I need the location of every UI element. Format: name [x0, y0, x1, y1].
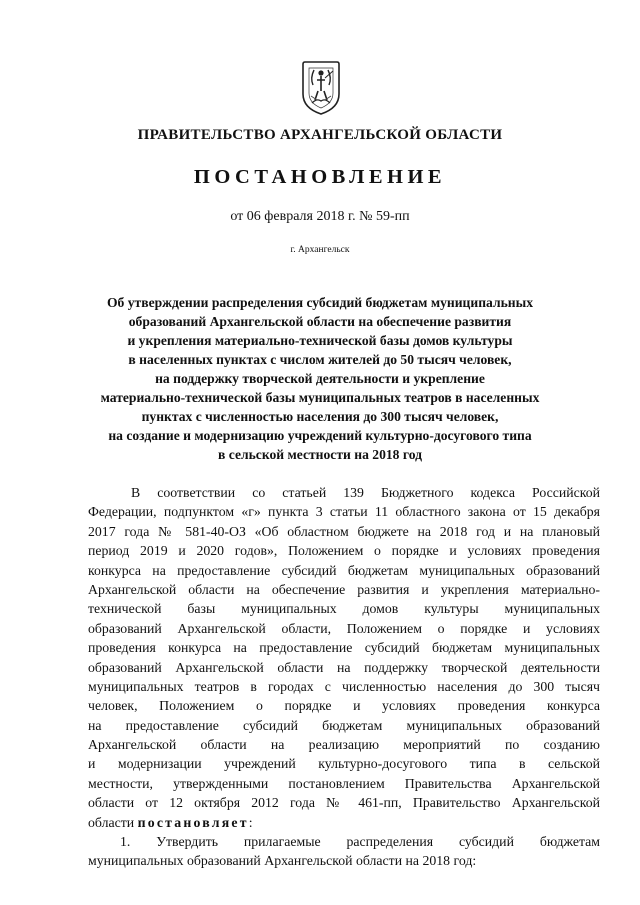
body-line: образований Архангельской области, Положением о порядке и условиях [88, 620, 600, 636]
body-line: человек, Положением о порядке и условиях проведения конкурса [88, 698, 600, 714]
date-and-number: от 06 февраля 2018 г. № 59-пп [230, 209, 410, 224]
title-line: пунктах с численностью населения до 300 тысяч человек, [141, 409, 499, 424]
title-line: Об утверждении распределения субсидий бюджетам муниципальных [106, 295, 534, 310]
title-line: и укрепления материально-технической базы домов культуры [127, 333, 513, 348]
body-line: Федерации, подпунктом «г» пункта 3 статьи 11 областного закона от 15 декабря [88, 504, 600, 520]
body-line: и модернизации учреждений культурно-досугового типа в сельской [88, 756, 600, 772]
body-line: образований Архангельской области на поддержку творческой деятельности [88, 659, 600, 675]
body-line: В соответствии со статьей 139 Бюджетного кодекса Российской [131, 485, 600, 500]
title-line: в населенных пунктах с числом жителей до 50 тысяч человек, [128, 352, 512, 367]
preamble-text [88, 483, 600, 871]
title-line: в сельской местности на 2018 год [218, 447, 422, 462]
item-1-line: муниципальных образований Архангельской области на 2018 год: [88, 853, 477, 869]
title-line: на создание и модернизацию учреждений культурно-досугового типа [108, 428, 532, 443]
body-line: муниципальных театров в городах с численностью населения до 300 тысяч [88, 678, 600, 694]
resolve-line [88, 813, 600, 832]
resolve-prefix: области [88, 814, 138, 830]
resolve-suffix: : [248, 814, 253, 830]
document-title [80, 293, 560, 464]
place-of-issue: г. Архангельск [290, 245, 350, 255]
body-line: проведения конкурса на предоставление субсидий бюджетам муниципальных [88, 640, 600, 656]
body-line: на предоставление субсидий бюджетам муниципальных образований [88, 717, 600, 733]
title-line: материально-технической базы муниципальных театров в населенных [100, 390, 540, 405]
body-line: 2017 года № 581-40-ОЗ «Об областном бюджете на 2018 год и на плановый [88, 523, 600, 539]
item-1-line: 1. Утвердить прилагаемые распределения субсидий бюджетам [120, 834, 600, 850]
body-line: Архангельской области на реализацию мероприятий по созданию [88, 737, 600, 753]
body-line: конкурса на предоставление субсидий бюджетам муниципальных образований [88, 562, 600, 578]
document-type: ПОСТАНОВЛЕНИЕ [193, 166, 447, 188]
body-line: местности, утвержденными постановлением Правительства Архангельской [88, 775, 600, 791]
body-line: технической базы муниципальных домов культуры муниципальных [88, 601, 600, 617]
body-line: области от 12 октября 2012 года № 461-пп, Правительство Архангельской [88, 795, 600, 811]
body-line: Архангельской области на обеспечение развития и укрепления материально- [88, 581, 600, 597]
resolve-word: постановляет [137, 814, 249, 830]
title-line: на поддержку творческой деятельности и укрепление [155, 371, 485, 386]
organization-name: ПРАВИТЕЛЬСТВО АРХАНГЕЛЬСКОЙ ОБЛАСТИ [137, 127, 503, 143]
title-line: образований Архангельской области на обеспечение развития [128, 314, 512, 329]
body-line: период 2019 и 2020 годов», Положением о порядке и условиях проведения [88, 543, 600, 559]
coat-of-arms-emblem [300, 58, 342, 116]
